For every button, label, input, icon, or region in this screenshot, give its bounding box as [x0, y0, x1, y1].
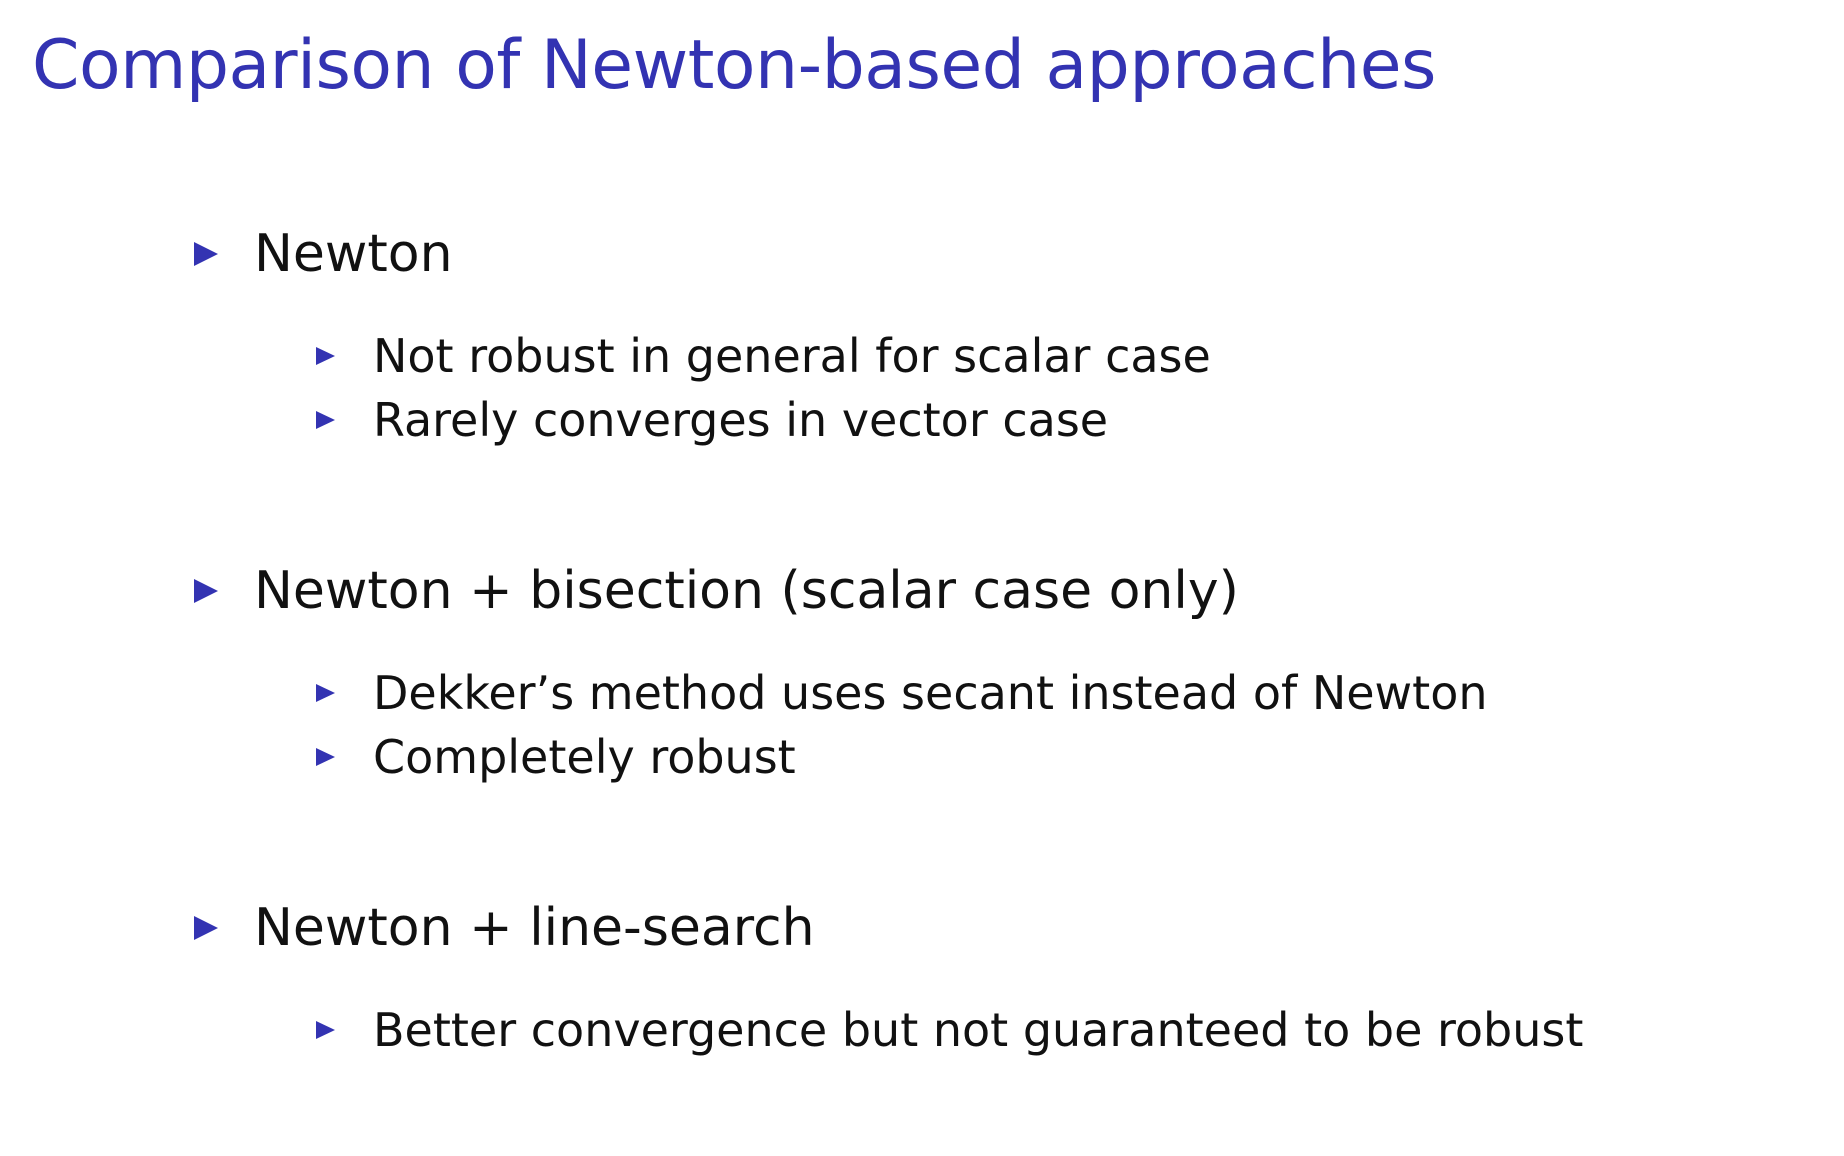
- section-heading-newton: [194, 224, 453, 284]
- section-heading-text: Newton + bisection (scalar case only): [254, 561, 1239, 621]
- list-item: [316, 329, 1211, 383]
- list-item-text: Rarely converges in vector case: [373, 393, 1109, 447]
- triangle-bullet-icon: [194, 579, 218, 603]
- section-heading-newton-line-search: [194, 898, 815, 958]
- triangle-bullet-icon: [316, 411, 335, 429]
- triangle-bullet-icon: [316, 1021, 335, 1039]
- triangle-bullet-icon: [194, 242, 218, 266]
- list-item-text: Dekker’s method uses secant instead of Newton: [373, 666, 1488, 720]
- triangle-bullet-icon: [194, 916, 218, 940]
- triangle-bullet-icon: [316, 684, 335, 702]
- list-item: [316, 730, 796, 784]
- triangle-bullet-icon: [316, 347, 335, 365]
- list-item: [316, 666, 1488, 720]
- list-item-text: Better convergence but not guaranteed to be robust: [373, 1003, 1584, 1057]
- section-heading-text: Newton + line-search: [254, 898, 815, 958]
- list-item-text: Completely robust: [373, 730, 796, 784]
- list-item-text: Not robust in general for scalar case: [373, 329, 1211, 383]
- section-heading-newton-bisection: [194, 561, 1239, 621]
- slide-title: Comparison of Newton-based approaches: [32, 26, 1436, 105]
- list-item: [316, 1003, 1584, 1057]
- list-item: [316, 393, 1109, 447]
- section-heading-text: Newton: [254, 224, 453, 284]
- triangle-bullet-icon: [316, 748, 335, 766]
